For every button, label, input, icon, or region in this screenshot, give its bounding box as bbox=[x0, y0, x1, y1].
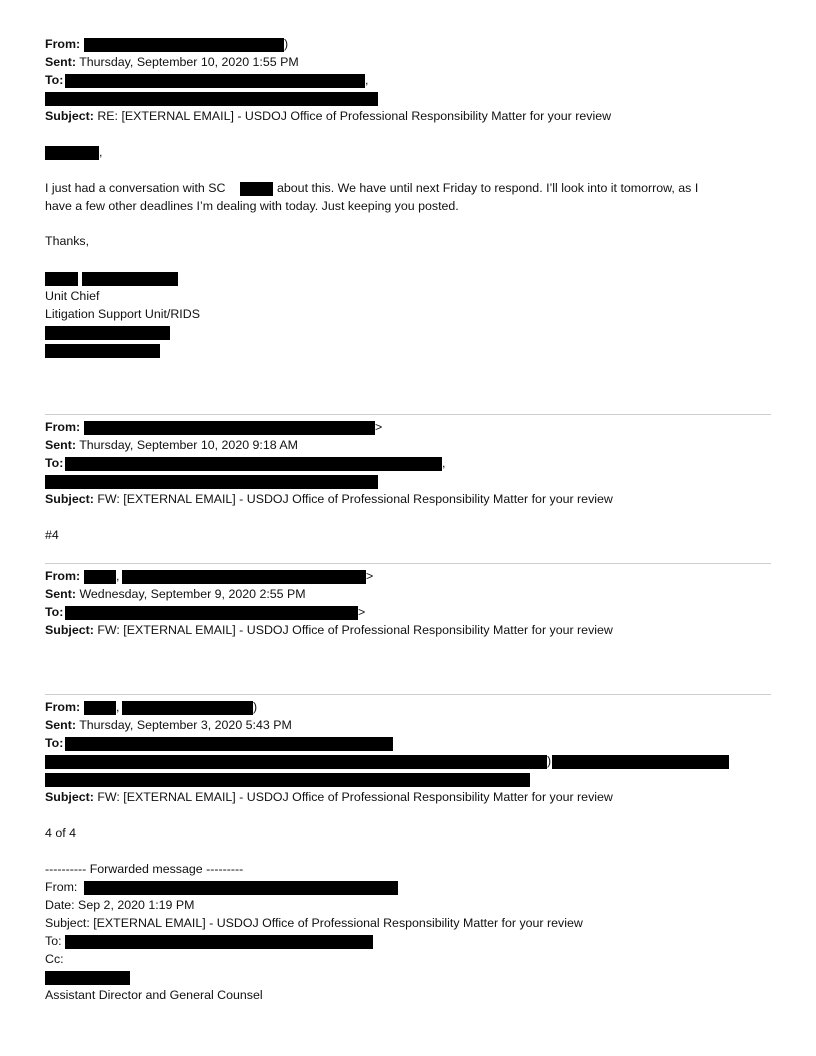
from-label: From: bbox=[45, 880, 78, 894]
body-line bbox=[45, 198, 459, 215]
body-text: about this. We have until next Friday to respond. I’ll look into it tomorrow, as I bbox=[277, 181, 699, 195]
subject-value: FW: [EXTERNAL EMAIL] - USDOJ Office of Professional Responsibility Matter for your review bbox=[97, 492, 613, 506]
subject-line bbox=[45, 108, 611, 125]
subject-value: FW: [EXTERNAL EMAIL] - USDOJ Office of Professional Responsibility Matter for your review bbox=[97, 623, 613, 637]
sent-line bbox=[45, 437, 298, 454]
body-line bbox=[45, 825, 76, 842]
subject-label: Subject: bbox=[45, 623, 94, 637]
from-line bbox=[45, 699, 80, 716]
from-line bbox=[45, 879, 77, 896]
subject-text: Subject: [EXTERNAL EMAIL] - USDOJ Office of Professional Responsibility Matter for your review bbox=[45, 916, 583, 930]
signature-unit-text: Litigation Support Unit/RIDS bbox=[45, 307, 200, 321]
redaction-box bbox=[45, 971, 130, 985]
redaction-box bbox=[45, 272, 78, 286]
sent-line bbox=[45, 586, 306, 603]
date-text: Date: Sep 2, 2020 1:19 PM bbox=[45, 898, 195, 912]
greeting-tail: , bbox=[99, 145, 103, 159]
subject-label: Subject: bbox=[45, 109, 94, 123]
signature-title bbox=[45, 987, 263, 1004]
sent-line bbox=[45, 54, 299, 71]
body-text: I just had a conversation with SC bbox=[45, 181, 226, 195]
redaction-box bbox=[45, 344, 160, 358]
redaction-box bbox=[84, 570, 116, 584]
separator-rule bbox=[45, 414, 771, 415]
separator-rule bbox=[45, 563, 771, 564]
from-comma: , bbox=[116, 569, 120, 583]
subject-value: RE: [EXTERNAL EMAIL] - USDOJ Office of Professional Responsibility Matter for your review bbox=[97, 109, 612, 123]
from-tail: ) bbox=[284, 37, 289, 51]
signature-title-text: Assistant Director and General Counsel bbox=[45, 988, 263, 1002]
redaction-box bbox=[45, 146, 99, 160]
forwarded-separator bbox=[45, 861, 243, 878]
cc-label: Cc: bbox=[45, 952, 64, 966]
subject-label: Subject: bbox=[45, 492, 94, 506]
from-line bbox=[45, 36, 80, 53]
sent-label: Sent: bbox=[45, 718, 76, 732]
redaction-box bbox=[65, 457, 442, 471]
to-label: To: bbox=[45, 605, 64, 619]
from-tail: > bbox=[375, 420, 383, 434]
subject-line bbox=[45, 622, 613, 639]
to-label: To: bbox=[45, 456, 64, 470]
body-text: #4 bbox=[45, 528, 59, 542]
to-line bbox=[45, 455, 63, 472]
cc-line bbox=[45, 951, 64, 968]
sent-line bbox=[45, 717, 292, 734]
from-label: From: bbox=[45, 420, 81, 434]
from-label: From: bbox=[45, 37, 81, 51]
redaction-box bbox=[122, 701, 253, 715]
sent-value: Thursday, September 10, 2020 9:18 AM bbox=[79, 438, 299, 452]
sent-value: Thursday, September 3, 2020 5:43 PM bbox=[79, 718, 292, 732]
subject-line bbox=[45, 915, 583, 932]
date-line bbox=[45, 897, 194, 914]
redaction-box bbox=[45, 475, 378, 489]
redaction-box bbox=[45, 92, 378, 106]
redaction-box bbox=[84, 701, 116, 715]
from-label: From: bbox=[45, 700, 81, 714]
forwarded-separator-text: ---------- Forwarded message --------- bbox=[45, 862, 244, 876]
sent-value: Wednesday, September 9, 2020 2:55 PM bbox=[79, 587, 306, 601]
sent-value: Thursday, September 10, 2020 1:55 PM bbox=[79, 55, 299, 69]
to-line bbox=[45, 933, 62, 950]
to-tail: , bbox=[442, 456, 446, 470]
from-tail: ) bbox=[253, 700, 258, 714]
redaction-box bbox=[82, 272, 178, 286]
redaction-box bbox=[45, 326, 170, 340]
redaction-box bbox=[45, 773, 530, 787]
to-label: To: bbox=[45, 73, 64, 87]
redaction-box bbox=[65, 606, 358, 620]
subject-line bbox=[45, 789, 613, 806]
signature-unit bbox=[45, 306, 200, 323]
from-tail: > bbox=[366, 569, 374, 583]
redaction-box bbox=[122, 570, 366, 584]
to-label: To: bbox=[45, 934, 62, 948]
subject-value: FW: [EXTERNAL EMAIL] - USDOJ Office of Professional Responsibility Matter for your review bbox=[97, 790, 613, 804]
from-line bbox=[45, 419, 80, 436]
subject-label: Subject: bbox=[45, 790, 94, 804]
redaction-box bbox=[65, 737, 393, 751]
body-line bbox=[45, 180, 225, 197]
to-mid-tail: ) bbox=[547, 754, 552, 768]
from-label: From: bbox=[45, 569, 81, 583]
redaction-box bbox=[65, 74, 365, 88]
to-line bbox=[45, 735, 63, 752]
to-tail: , bbox=[365, 73, 369, 87]
separator-rule bbox=[45, 694, 771, 695]
subject-line bbox=[45, 491, 613, 508]
to-tail: > bbox=[358, 605, 366, 619]
to-label: To: bbox=[45, 736, 64, 750]
closing-line bbox=[45, 233, 89, 250]
body-text: have a few other deadlines I’m dealing with today. Just keeping you posted. bbox=[45, 199, 459, 213]
redaction-box bbox=[552, 755, 729, 769]
redaction-box bbox=[65, 935, 373, 949]
body-text: 4 of 4 bbox=[45, 826, 77, 840]
redaction-box bbox=[84, 38, 284, 52]
signature-title-text: Unit Chief bbox=[45, 289, 100, 303]
redaction-box bbox=[45, 755, 547, 769]
from-line bbox=[45, 568, 80, 585]
signature-title bbox=[45, 288, 99, 305]
body-line bbox=[45, 527, 59, 544]
redaction-box bbox=[84, 881, 398, 895]
redaction-box bbox=[240, 182, 273, 196]
sent-label: Sent: bbox=[45, 438, 76, 452]
sent-label: Sent: bbox=[45, 55, 76, 69]
sent-label: Sent: bbox=[45, 587, 76, 601]
redaction-box bbox=[84, 421, 375, 435]
closing-text: Thanks, bbox=[45, 234, 90, 248]
from-comma: , bbox=[116, 700, 120, 714]
to-line bbox=[45, 604, 63, 621]
to-line bbox=[45, 72, 63, 89]
